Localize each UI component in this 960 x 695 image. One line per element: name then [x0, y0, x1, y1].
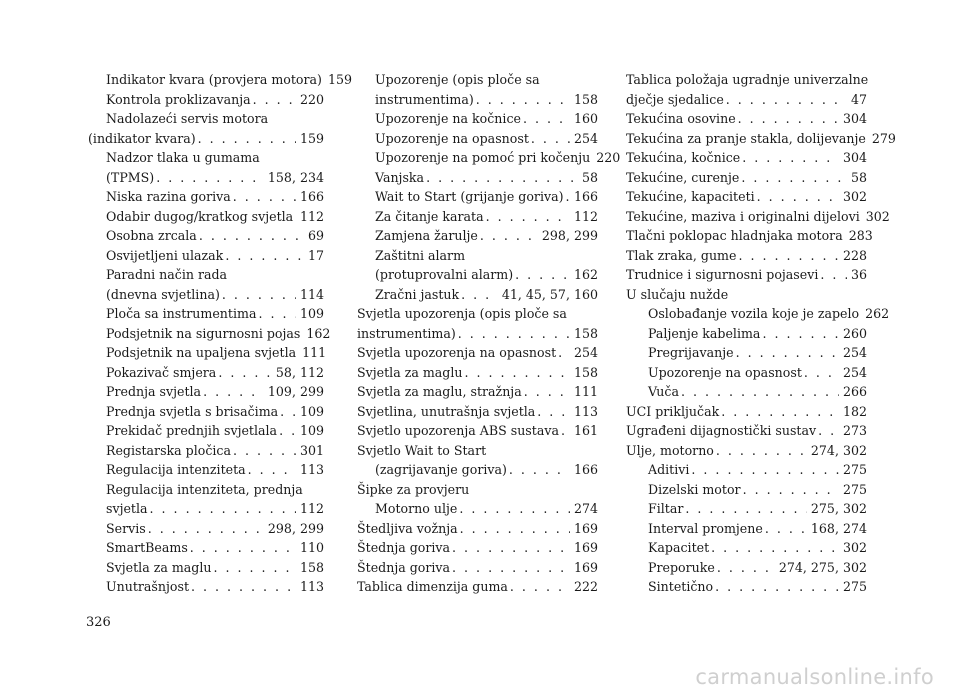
index-entry	[626, 382, 867, 402]
index-entry	[626, 499, 867, 519]
index-entry	[626, 187, 867, 207]
index-entry-page: 158, 234	[267, 169, 324, 185]
index-entry-term: Svjetla za maglu	[106, 559, 212, 575]
leader-dots	[295, 207, 296, 227]
leader-dots	[742, 148, 839, 168]
index-entry-term: Svjetla upozorenja (opis ploče sa	[357, 306, 567, 321]
leader-dots	[258, 304, 295, 324]
index-entry-term: Tekućina osovine	[626, 111, 736, 126]
index-entry	[357, 246, 598, 266]
index-entry-page: 275, 302	[810, 501, 867, 516]
index-entry	[88, 129, 324, 149]
index-entry-page: 254	[573, 130, 598, 146]
index-entry	[626, 265, 867, 285]
index-entry-page: 298, 299	[541, 228, 598, 243]
index-entry-term: Svjetla za maglu, stražnja	[357, 384, 522, 399]
index-entry-page: 222	[573, 579, 598, 594]
index-entry-page: 254	[842, 345, 867, 360]
index-entry	[626, 109, 867, 129]
index-entry-term: UCI priključak	[626, 403, 720, 419]
index-entry	[88, 519, 324, 539]
index-column-1	[88, 70, 353, 597]
index-entry-page: 158	[573, 325, 598, 341]
leader-dots	[757, 187, 839, 207]
index-entry-page: 302	[842, 189, 867, 204]
index-entry	[357, 324, 598, 344]
index-entry	[626, 324, 867, 344]
leader-dots	[459, 499, 570, 519]
index-entry-term: Tlak zraka, gume	[626, 247, 737, 263]
index-entry-page: 113	[299, 462, 324, 477]
leader-dots	[233, 187, 296, 207]
index-entry	[357, 285, 598, 305]
leader-dots	[486, 207, 570, 227]
index-entry-term: Preporuke	[648, 559, 715, 575]
index-entry-page: 158	[573, 91, 598, 107]
index-entry-page: 159	[299, 130, 324, 146]
leader-dots	[225, 246, 304, 266]
leader-dots	[458, 324, 570, 344]
index-entry-term: Upozorenje na opasnost	[648, 364, 802, 380]
index-entry-page: 182	[842, 403, 867, 419]
index-entry-term: Šipke za provjeru	[357, 481, 470, 497]
leader-dots	[190, 538, 296, 558]
leader-dots	[248, 460, 296, 480]
index-entry-page: 113	[299, 579, 324, 594]
index-entry	[88, 226, 324, 246]
index-entry-page: 109	[299, 403, 324, 419]
index-entry-page: 228	[842, 247, 867, 263]
index-entry-term: Osvijetljeni ulazak	[106, 247, 224, 263]
index-entry-page: 112	[299, 208, 324, 224]
index-entry-page: 166	[299, 189, 324, 204]
index-entry	[88, 265, 324, 285]
index-entry-page: 159	[327, 72, 353, 87]
index-entry-page: 162	[573, 267, 598, 282]
index-entry-page: 304	[842, 111, 867, 126]
index-entry-term: Svjetla upozorenja na opasnost	[357, 345, 557, 360]
index-entry-term: Podsjetnik na sigurnosni pojas	[106, 325, 301, 341]
index-entry-term: Filtar	[648, 501, 684, 516]
leader-dots	[222, 285, 296, 305]
index-entry	[88, 187, 324, 207]
index-entry-page: 112	[573, 208, 598, 224]
index-entry-term: SmartBeams	[106, 540, 188, 555]
index-entry-term: Ploča sa instrumentima	[106, 306, 257, 321]
index-entry	[357, 499, 598, 519]
index-entry-term: Svjetla za maglu	[357, 364, 463, 380]
index-entry-page: 275	[842, 579, 867, 594]
index-entry	[357, 90, 598, 110]
index-entry-term: Regulacija intenziteta	[106, 462, 246, 477]
index-entry	[626, 402, 867, 422]
index-entry	[357, 577, 598, 597]
index-entry-term: Štednja goriva	[357, 559, 451, 575]
watermark: carmanualsonline.info	[695, 665, 934, 689]
index-entry-term: Upozorenje na kočnice	[375, 111, 521, 126]
index-entry-term: Kontrola proklizavanja	[106, 91, 251, 107]
index-entry-page: 109	[299, 306, 324, 321]
index-entry-term: Svjetlo upozorenja ABS sustava	[357, 423, 559, 438]
leader-dots	[741, 168, 847, 188]
index-entry-term: Tekućine, maziva i originalni dijelovi	[626, 208, 860, 224]
index-entry-page: 298, 299	[267, 520, 324, 536]
leader-dots	[476, 90, 570, 110]
index-entry	[88, 70, 353, 90]
index-entry	[626, 441, 867, 461]
index-entry	[88, 577, 324, 597]
index-entry	[626, 70, 867, 90]
index-entry-term: U slučaju nužde	[626, 286, 729, 302]
leader-dots	[765, 519, 807, 539]
index-entry	[88, 402, 324, 422]
index-entry-term: Interval promjene	[648, 520, 763, 536]
leader-dots	[480, 226, 538, 246]
leader-dots	[711, 538, 839, 558]
index-entry	[88, 246, 324, 266]
leader-dots	[465, 363, 570, 383]
index-entry	[626, 538, 867, 558]
index-entry	[357, 558, 598, 578]
index-entry-term: Servis	[106, 520, 146, 536]
index-entry	[88, 460, 324, 480]
leader-dots	[804, 363, 839, 383]
index-entry-page: 158	[573, 364, 598, 380]
index-entry-page: 273	[842, 423, 867, 438]
index-entry-term: (dnevna svjetlina)	[106, 286, 220, 302]
index-entry-term: Tekućine, kapaciteti	[626, 189, 755, 204]
index-entry	[88, 90, 324, 110]
leader-dots	[566, 187, 570, 207]
index-entry-page: 111	[573, 384, 598, 399]
index-entry	[626, 207, 890, 227]
index-entry-term: Nadzor tlaka u gumama	[106, 150, 260, 165]
index-entry-page: 260	[842, 325, 867, 341]
index-entry-term: Sintetično	[648, 579, 714, 594]
index-entry	[357, 480, 598, 500]
index-entry	[357, 538, 598, 558]
index-entry-page: 160	[573, 111, 598, 126]
leader-dots	[150, 499, 296, 519]
leader-dots	[738, 246, 839, 266]
index-entry-term: Svjetlina, unutrašnja svjetla	[357, 403, 536, 419]
index-entry	[88, 304, 324, 324]
index-entry-page: 275	[842, 462, 867, 477]
index-entry-page: 274	[573, 501, 598, 516]
index-entry-page: 109	[299, 423, 324, 438]
index-entry	[626, 168, 867, 188]
leader-dots	[199, 226, 304, 246]
index-entry-page: 169	[573, 540, 598, 555]
index-entry-term: Upozorenje na pomoć pri kočenju	[375, 150, 591, 165]
index-entry-page: 113	[573, 403, 598, 419]
index-entry-page: 17	[307, 247, 324, 263]
index-entry-term: Kapacitet	[648, 540, 710, 555]
index-entry-page: 274, 275, 302	[778, 559, 867, 575]
index-entry-term: Ulje, motorno	[626, 442, 714, 458]
index-entry	[88, 441, 324, 461]
index-entry-term: (protuprovalni alarm)	[375, 267, 514, 282]
index-entry-page: 220	[299, 91, 324, 107]
index-entry-page: 158	[299, 559, 324, 575]
index-entry	[626, 363, 867, 383]
index-entry	[357, 382, 598, 402]
index-entry	[357, 265, 598, 285]
index-entry	[88, 285, 324, 305]
index-entry-page: 36	[850, 267, 867, 282]
index-entry	[357, 226, 598, 246]
index-entry	[88, 363, 324, 383]
leader-dots	[515, 265, 570, 285]
leader-dots	[233, 441, 296, 461]
index-entry-term: Paradni način rada	[106, 267, 228, 282]
index-entry-term: Upozorenje (opis ploče sa	[375, 72, 540, 87]
index-entry-term: Dizelski motor	[648, 481, 741, 497]
leader-dots	[198, 129, 296, 149]
index-entry-page: 58	[850, 169, 867, 185]
leader-dots	[509, 460, 570, 480]
index-entry	[357, 187, 598, 207]
index-entry-page: 262	[865, 306, 890, 321]
index-entry-term: Zračni jastuk	[375, 286, 460, 302]
leader-dots	[452, 538, 570, 558]
leader-dots	[524, 382, 570, 402]
index-entry-page: 166	[573, 462, 598, 477]
index-entry	[357, 304, 598, 324]
index-entry	[88, 324, 331, 344]
index-entry	[626, 460, 867, 480]
index-entry	[88, 499, 324, 519]
index-entry-page: 254	[573, 345, 598, 360]
leader-dots	[716, 441, 807, 461]
leader-dots	[279, 421, 296, 441]
index-entry-term: Ugrađeni dijagnostički sustav	[626, 423, 817, 438]
index-entry-page: 301	[299, 442, 324, 458]
index-entry-term: Vanjska	[375, 169, 425, 185]
index-entry	[357, 441, 598, 461]
index-entry-term: Paljenje kabelima	[648, 325, 761, 341]
index-entry-page: 58, 112	[275, 364, 324, 380]
index-entry	[88, 148, 324, 168]
index-entry-term: Odabir dugog/kratkog svjetla	[106, 208, 294, 224]
index-entry	[357, 402, 598, 422]
index-entry-page: 112	[299, 501, 324, 516]
index-entry-term: Za čitanje karata	[375, 208, 484, 224]
index-entry	[357, 168, 598, 188]
index-entry	[88, 382, 324, 402]
index-entry-term: Aditivi	[648, 462, 690, 477]
leader-dots	[510, 577, 570, 597]
leader-dots	[738, 109, 839, 129]
leader-dots	[537, 402, 570, 422]
index-entry-page: 169	[573, 520, 598, 536]
index-entry-page: 302	[842, 540, 867, 555]
leader-dots	[762, 324, 839, 344]
leader-dots	[148, 519, 264, 539]
leader-dots	[461, 285, 498, 305]
index-entry-term: Indikator kvara (provjera motora)	[106, 72, 322, 87]
index-column-2	[357, 70, 621, 597]
index-entry	[626, 304, 890, 324]
index-entry-term: Tekućina za pranje stakla, dolijevanje	[626, 130, 866, 146]
index-entry-term: dječje sjedalice	[626, 91, 724, 107]
index-entry-page: 58	[581, 169, 598, 185]
index-entry-term: svjetla	[106, 501, 148, 516]
leader-dots	[736, 343, 839, 363]
leader-dots	[717, 558, 775, 578]
index-entry	[626, 129, 896, 149]
index-entry-term: Štedljiva vožnja	[357, 520, 458, 536]
index-entry-term: Tablica dimenzija guma	[357, 579, 508, 594]
index-entry	[357, 363, 598, 383]
index-entry	[357, 343, 598, 363]
leader-dots	[460, 519, 570, 539]
leader-dots	[743, 480, 839, 500]
index-entry	[88, 558, 324, 578]
index-entry	[626, 90, 867, 110]
index-entry-term: Motorno ulje	[375, 501, 458, 516]
index-entry-page: 114	[299, 286, 324, 302]
leader-dots	[218, 363, 272, 383]
leader-dots	[452, 558, 570, 578]
index-column-3	[626, 70, 896, 597]
index-entry-term: Niska razina goriva	[106, 189, 231, 204]
index-entry-term: (zagrijavanje goriva)	[375, 462, 507, 477]
index-entry-term: instrumentima)	[375, 91, 474, 107]
index-entry-term: Zaštitni alarm	[375, 247, 466, 263]
index-entry-term: Tekućine, curenje	[626, 169, 740, 185]
leader-dots	[818, 421, 839, 441]
index-entry-page: 254	[842, 364, 867, 380]
leader-dots	[214, 558, 296, 578]
index-entry	[357, 129, 598, 149]
index-entry-term: Vuča	[648, 384, 679, 399]
index-entry-term: Tekućina, kočnice	[626, 150, 741, 165]
leader-dots	[685, 499, 807, 519]
page-number: 326	[86, 615, 111, 630]
index-entry	[357, 148, 621, 168]
leader-dots	[721, 402, 839, 422]
index-entry	[626, 480, 867, 500]
leader-dots	[691, 460, 839, 480]
index-entry	[88, 168, 324, 188]
index-entry-term: (TPMS)	[106, 169, 155, 185]
index-entry-term: Pokazivač smjera	[106, 364, 217, 380]
leader-dots	[558, 343, 570, 363]
index-entry-term: Svjetlo Wait to Start	[357, 442, 487, 458]
index-entry	[626, 226, 873, 246]
index-entry	[88, 207, 324, 227]
index-entry-term: Zamjena žarulje	[375, 228, 478, 243]
index-entry-page: 168, 274	[810, 520, 867, 536]
index-entry-term: Štednja goriva	[357, 540, 451, 555]
index-entry-page: 41, 45, 57, 160	[501, 286, 598, 302]
index-entry	[626, 519, 867, 539]
index-entry-term: Tlačni poklopac hladnjaka motora	[626, 228, 843, 243]
index-entry-page: 169	[573, 559, 598, 575]
index-entry-term: Prekidač prednjih svjetlala	[106, 423, 278, 438]
index-entry-term: Podsjetnik na upaljena svjetla	[106, 345, 297, 360]
index-entry	[357, 70, 598, 90]
index-entry-page: 47	[850, 91, 867, 107]
leader-dots	[191, 577, 296, 597]
index-entry	[357, 109, 598, 129]
index-entry-page: 279	[871, 130, 896, 146]
leader-dots	[523, 109, 570, 129]
index-entry	[88, 480, 324, 500]
index-entry	[357, 519, 598, 539]
index-entry	[88, 343, 327, 363]
index-entry-page: 302	[865, 208, 890, 224]
index-entry-term: Prednja svjetla s brisačima	[106, 403, 279, 419]
leader-dots	[203, 382, 264, 402]
index-entry-term: Upozorenje na opasnost	[375, 130, 529, 146]
index-entry-page: 110	[299, 540, 324, 555]
index-entry-term: (indikator kvara)	[88, 130, 196, 146]
index-entry-page: 161	[573, 423, 598, 438]
index-entry-term: Tablica položaja ugradnje univerzalne	[626, 72, 869, 87]
index-entry-page: 283	[848, 228, 873, 243]
index-entry-term: Trudnice i sigurnosni pojasevi	[626, 267, 819, 282]
index-entry-term: instrumentima)	[357, 325, 456, 341]
leader-dots	[531, 129, 570, 149]
leader-dots	[715, 577, 839, 597]
leader-dots	[426, 168, 578, 188]
index-entry-page: 162	[306, 325, 331, 341]
index-entry-term: Regulacija intenziteta, prednja	[106, 481, 303, 497]
index-entry-page: 166	[573, 189, 598, 204]
index-entry	[626, 148, 867, 168]
index-entry-page: 69	[307, 228, 324, 243]
leader-dots	[561, 421, 570, 441]
leader-dots	[280, 402, 296, 422]
index-entry	[626, 246, 867, 266]
index-entry	[88, 109, 324, 129]
leader-dots	[253, 90, 296, 110]
index-entry-term: Pregrijavanje	[648, 345, 734, 360]
leader-dots	[156, 168, 264, 188]
index-entry-term: Prednja svjetla	[106, 384, 202, 399]
index-entry	[357, 460, 598, 480]
index-entry	[357, 421, 598, 441]
index-entry-page: 220	[596, 150, 621, 165]
index-entry-term: Registarska pločica	[106, 442, 231, 458]
index-entry-page: 275	[842, 481, 867, 497]
leader-dots	[681, 382, 839, 402]
index-entry-term: Osobna zrcala	[106, 228, 197, 243]
index-entry	[626, 285, 867, 305]
index-entry-page: 304	[842, 150, 867, 165]
leader-dots	[726, 90, 847, 110]
index-entry-term: Oslobađanje vozila koje je zapelo	[648, 306, 860, 321]
index-entry-page: 266	[842, 384, 867, 399]
index-entry-term: Nadolazeći servis motora	[106, 111, 269, 126]
index-entry-page: 111	[302, 345, 327, 360]
index-entry	[88, 538, 324, 558]
index-entry-page: 109, 299	[267, 384, 324, 399]
index-entry-term: Wait to Start (grijanje goriva)	[375, 189, 564, 204]
index-entry	[626, 577, 867, 597]
index-entry	[626, 558, 867, 578]
index-entry-term: Unutrašnjost	[106, 579, 190, 594]
index-entry	[626, 343, 867, 363]
index-entry	[88, 421, 324, 441]
index-entry	[357, 207, 598, 227]
index-entry-page: 274, 302	[810, 442, 867, 458]
leader-dots	[820, 265, 847, 285]
index-entry	[626, 421, 867, 441]
